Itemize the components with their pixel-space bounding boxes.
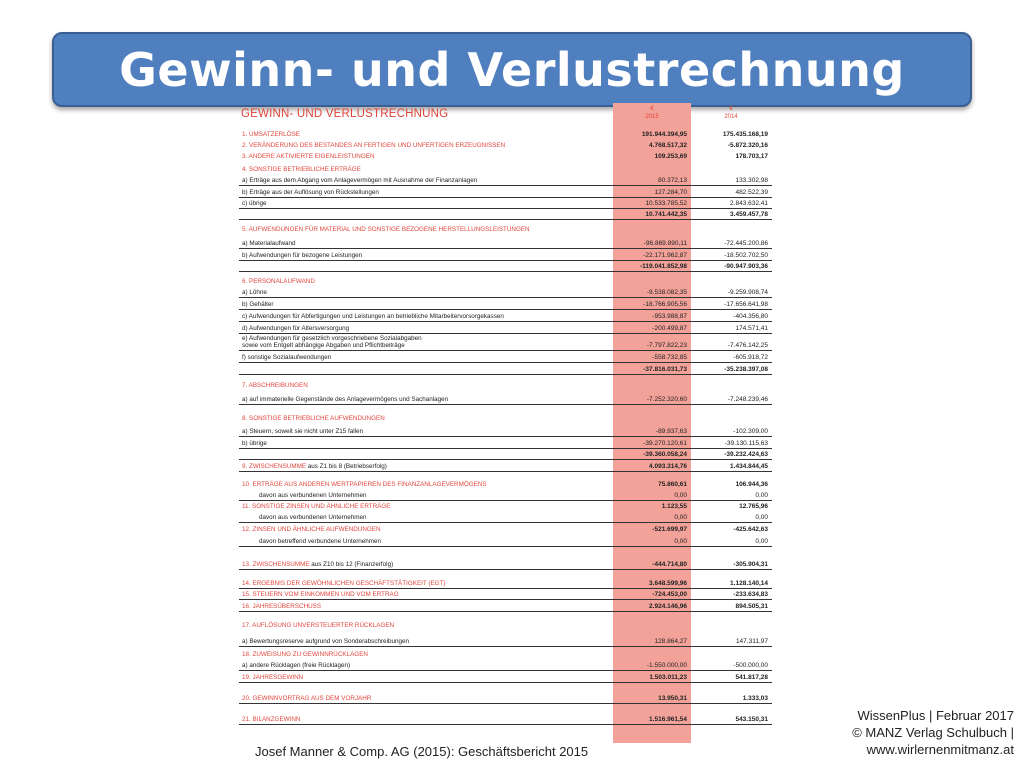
col-year-2015: 2015 xyxy=(645,114,659,120)
table-row xyxy=(239,659,772,671)
value-2014: -17.656.641,98 xyxy=(724,301,768,308)
row-label-text: 15. STEUERN VOM EINKOMMEN UND VOM ERTRAG xyxy=(242,591,399,598)
table-row xyxy=(239,648,772,659)
row-label-text: 6. PERSONALAUFWAND xyxy=(242,278,315,285)
value-2014: -39.130.115,63 xyxy=(724,440,768,447)
value-2015: -724.453,00 xyxy=(652,591,687,598)
row-label-text: 10. ERTRÄGE AUS ANDEREN WERTPAPIEREN DES FINANZANLAGEVERMÖGENS xyxy=(242,481,487,488)
value-2014: 1.333,03 xyxy=(742,695,768,702)
row-label xyxy=(242,313,504,320)
row-label xyxy=(242,301,274,308)
value-2014: -605.918,72 xyxy=(733,354,768,361)
row-label xyxy=(242,252,362,259)
row-label-text: 2. VERÄNDERUNG DES BESTANDES AN FERTIGEN UND UNFERTIGEN ERZEUGNISSEN xyxy=(242,142,506,149)
value-2014: 0,00 xyxy=(755,514,768,521)
col-currency-2014: € xyxy=(729,106,733,112)
table-row xyxy=(239,425,772,437)
table-row xyxy=(239,275,772,286)
value-2014: 175.435.168,19 xyxy=(722,131,768,138)
value-2014: -9.259.908,74 xyxy=(727,289,768,296)
row-label-text: 12. ZINSEN UND ÄHNLICHE AUFWENDUNGEN xyxy=(242,526,381,533)
row-label-text: 20. GEWINNVORTRAG AUS DEM VORJAHR xyxy=(242,695,372,702)
value-2015: 4.093.314,76 xyxy=(649,463,687,470)
value-2015: -18.766.905,56 xyxy=(643,301,687,308)
value-2015: 3.648.599,96 xyxy=(649,580,687,587)
row-label xyxy=(242,200,267,207)
row-label xyxy=(242,503,390,510)
row-label xyxy=(242,415,385,422)
row-label xyxy=(242,662,350,669)
value-2014: -72.445.200,86 xyxy=(724,240,768,247)
value-2014: 482.522,39 xyxy=(735,189,768,196)
value-2015: 128.864,27 xyxy=(654,638,687,645)
table-row xyxy=(239,163,772,174)
col-header-2015 xyxy=(613,105,691,121)
value-2015: 109.253,69 xyxy=(654,153,687,160)
table-row xyxy=(239,223,772,234)
value-2014: 106.944,36 xyxy=(735,481,768,488)
table-row xyxy=(239,635,772,647)
value-2015: 75.860,61 xyxy=(658,481,687,488)
value-2015: -1.550.000,00 xyxy=(646,662,687,669)
table-row xyxy=(239,412,772,423)
value-2014: 0,00 xyxy=(755,492,768,499)
row-label xyxy=(242,335,422,349)
row-label xyxy=(242,382,308,389)
value-2014: 1.128.140,14 xyxy=(730,580,768,587)
slide-title: Gewinn- und Verlustrechnung xyxy=(119,42,905,97)
row-label-text: a) Materialaufwand xyxy=(242,240,296,247)
row-label xyxy=(242,142,505,149)
row-label-text: 7. ABSCHREIBUNGEN xyxy=(242,382,308,389)
value-2015: 4.768.517,32 xyxy=(649,142,687,149)
row-label xyxy=(242,674,303,681)
value-2014: 12.765,96 xyxy=(739,503,768,510)
table-row xyxy=(239,619,772,630)
row-label-text: davon aus verbundenen Unternehmen xyxy=(259,514,367,521)
table-row xyxy=(239,600,772,612)
footer-line-2: © MANZ Verlag Schulbuch | xyxy=(852,725,1014,740)
table-row xyxy=(239,139,772,150)
row-label-line-2: sowie vom Entgelt abhängige Abgaben und Pflichtbeiträge xyxy=(242,342,405,349)
row-label-text: 13. ZWISCHENSUMME xyxy=(242,561,310,568)
row-label-text: a) auf immaterielle Gegenstände des Anlagevermögens und Sachanlagen xyxy=(242,396,449,403)
value-2014: 3.459.457,78 xyxy=(730,211,768,218)
row-label xyxy=(242,526,381,533)
table-row xyxy=(239,379,772,390)
table-row xyxy=(239,512,772,523)
footer-line-1: WissenPlus | Februar 2017 xyxy=(857,708,1014,723)
row-label-text: b) Erträge aus der Auflösung von Rückstellungen xyxy=(242,189,379,196)
table-row xyxy=(239,174,772,186)
col-header-2014 xyxy=(692,105,770,121)
row-label xyxy=(242,591,399,598)
table-row xyxy=(239,334,772,351)
row-label-text: 8. SONSTIGE BETRIEBLICHE AUFWENDUNGEN xyxy=(242,415,385,422)
row-label xyxy=(242,166,361,173)
value-2014: 178.703,17 xyxy=(735,153,768,160)
col-currency-2015: € xyxy=(650,106,654,112)
row-label-text: c) Aufwendungen für Abfertigungen und Leistungen an betriebliche Mitarbeitervorsorgekassen xyxy=(242,313,504,320)
row-label-text: b) übrige xyxy=(242,440,267,447)
value-2015: 2.924.146,96 xyxy=(649,603,687,610)
value-2015: -39.360.058,24 xyxy=(643,451,687,458)
table-header xyxy=(239,103,772,125)
row-label-text: 17. AUFLÖSUNG UNVERSTEUERTER RÜCKLAGEN xyxy=(242,622,395,629)
value-2015: 127.284,70 xyxy=(654,189,687,196)
value-2015: -7.252.320,60 xyxy=(646,396,687,403)
row-label-text: a) Löhne xyxy=(242,289,267,296)
table-row xyxy=(239,128,772,139)
value-2015: 0,00 xyxy=(674,492,687,499)
row-label-text: a) Steuern, soweit sie nicht unter Z15 fallen xyxy=(242,428,364,435)
value-2014: -500.000,00 xyxy=(733,662,768,669)
value-2014: -233.634,83 xyxy=(733,591,768,598)
row-label xyxy=(242,440,267,447)
footer-line-3: www.wirlernenmitmanz.at xyxy=(866,742,1014,757)
row-label-tail: aus Z10 bis 12 (Finanzerfolg) xyxy=(309,561,394,568)
value-2015: 1.503.011,23 xyxy=(649,674,687,681)
value-2015: 80.372,13 xyxy=(658,177,687,184)
value-2014: -425.642,63 xyxy=(733,526,768,533)
table-row xyxy=(239,490,772,501)
row-label xyxy=(242,226,530,233)
value-2015: 1.123,55 xyxy=(661,503,687,510)
row-label-text: 14. ERGEBNIS DER GEWÖHNLICHEN GESCHÄFTSTÄTIGKEIT (EGT) xyxy=(242,580,446,587)
value-2014: 543.150,31 xyxy=(735,716,768,723)
value-2014: -18.502.702,50 xyxy=(724,252,768,259)
row-label xyxy=(242,278,315,285)
value-2015: -521.699,97 xyxy=(652,526,687,533)
row-label-text: a) Bewertungsreserve aufgrund von Sonderabschreibungen xyxy=(242,638,409,645)
row-label xyxy=(242,580,446,587)
value-2014: -102.309,00 xyxy=(733,428,768,435)
row-label-text: b) Gehälter xyxy=(242,301,274,308)
table-row xyxy=(239,393,772,405)
row-label xyxy=(242,481,487,488)
table-row xyxy=(239,501,772,511)
table-row xyxy=(239,351,772,363)
table-row xyxy=(239,448,772,460)
value-2015: -9.538.082,35 xyxy=(646,289,687,296)
row-label xyxy=(242,428,363,435)
row-label xyxy=(259,492,366,499)
value-2014: 147.311,97 xyxy=(735,638,768,645)
table-row xyxy=(239,322,772,334)
row-label xyxy=(242,153,375,160)
table-heading: GEWINN- UND VERLUSTRECHNUNG xyxy=(241,108,449,120)
row-label xyxy=(242,638,409,645)
row-label-text: 1. UMSATZERLÖSE xyxy=(242,131,300,138)
value-2014: -305.904,31 xyxy=(733,561,768,568)
row-label-line-1: e) Aufwendungen für gesetzlich vorgeschriebene Sozialabgaben xyxy=(242,335,422,342)
value-2015: 0,00 xyxy=(674,514,687,521)
value-2014: 894.505,31 xyxy=(735,603,768,610)
row-label-text: 3. ANDERE AKTIVIERTE EIGENLEISTUNGEN xyxy=(242,153,375,160)
value-2015: 1.516.961,54 xyxy=(649,716,687,723)
title-banner xyxy=(52,32,972,107)
row-label-text: c) übrige xyxy=(242,200,267,207)
value-2014: -90.947.903,36 xyxy=(724,263,768,270)
row-label-text: 19. JAHRESGEWINN xyxy=(242,674,304,681)
value-2015: -444.714,80 xyxy=(652,561,687,568)
table-row xyxy=(239,692,772,704)
row-label-text: davon aus verbundenen Unternehmen xyxy=(259,492,367,499)
value-2015: -22.171.962,87 xyxy=(643,252,687,259)
value-2014: 541.817,28 xyxy=(735,674,768,681)
value-2014: -39.232.424,63 xyxy=(724,451,768,458)
value-2014: -404.356,80 xyxy=(733,313,768,320)
table-row xyxy=(239,310,772,322)
value-2014: -7.476.142,25 xyxy=(727,342,768,349)
row-label-tail: aus Z1 bis 8 (Betriebserfolg) xyxy=(306,463,387,470)
income-statement-document xyxy=(239,103,772,743)
table-row xyxy=(239,524,772,534)
table-row xyxy=(239,558,772,570)
table-row xyxy=(239,536,772,547)
row-label xyxy=(242,396,448,403)
value-2015: -558.732,85 xyxy=(652,354,687,361)
table-row xyxy=(239,208,772,220)
value-2014: 1.434.844,45 xyxy=(730,463,768,470)
row-label-text: 9. ZWISCHENSUMME xyxy=(242,463,307,470)
source-citation: Josef Manner & Comp. AG (2015): Geschäftsbericht 2015 xyxy=(255,744,589,759)
row-label xyxy=(242,131,300,138)
row-label xyxy=(242,622,394,629)
value-2014: -35.238.397,08 xyxy=(724,366,768,373)
value-2014: 133.302,98 xyxy=(735,177,768,184)
value-2015: -39.270.120,61 xyxy=(643,440,687,447)
value-2014: 2.843.632,41 xyxy=(730,200,768,207)
table-row xyxy=(239,286,772,298)
table-row xyxy=(239,713,772,725)
row-label xyxy=(242,561,393,568)
value-2014: 0,00 xyxy=(755,538,768,545)
row-label-text: b) Aufwendungen für bezogene Leistungen xyxy=(242,252,363,259)
table-row xyxy=(239,588,772,600)
row-label-text: 11. SONSTIGE ZINSEN UND ÄHNLICHE ERTRÄGE xyxy=(242,503,391,510)
value-2015: -37.816.031,73 xyxy=(643,366,687,373)
value-2015: 191.944.394,95 xyxy=(641,131,687,138)
row-label-text: 16. JAHRESÜBERSCHUSS xyxy=(242,603,322,610)
row-label xyxy=(242,463,387,470)
row-label xyxy=(242,289,267,296)
row-label xyxy=(242,695,371,702)
value-2015: 10.741.442,35 xyxy=(645,211,687,218)
table-row xyxy=(239,460,772,472)
table-row xyxy=(239,237,772,249)
row-label-text: 18. ZUWEISUNG ZU GEWINNRÜCKLAGEN xyxy=(242,651,368,658)
value-2015: -89.937,63 xyxy=(655,428,687,435)
value-2015: 13.950,31 xyxy=(658,695,687,702)
row-label xyxy=(242,603,321,610)
row-label-text: a) Erträge aus dem Abgang vom Anlagevermögen mit Ausnahme der Finanzanlagen xyxy=(242,177,478,184)
row-label-text: a) andere Rücklagen (freie Rücklagen) xyxy=(242,662,351,669)
row-label-text: davon betreffend verbundene Unternehmen xyxy=(259,538,382,545)
row-label xyxy=(242,716,300,723)
table-row xyxy=(239,150,772,161)
row-label xyxy=(242,325,349,332)
table-row xyxy=(239,298,772,310)
table-row xyxy=(239,363,772,375)
value-2015: -200.499,87 xyxy=(652,325,687,332)
value-2015: 10.533.785,52 xyxy=(645,200,687,207)
table-row xyxy=(239,478,772,489)
table-row xyxy=(239,671,772,683)
value-2015: -953.988,87 xyxy=(652,313,687,320)
row-label-text: 5. AUFWENDUNGEN FÜR MATERIAL UND SONSTIGE BEZOGENE HERSTELLUNGSLEISTUNGEN xyxy=(242,226,530,233)
value-2014: -7.248.239,46 xyxy=(727,396,768,403)
row-label-text: d) Aufwendungen für Altersversorgung xyxy=(242,325,350,332)
row-label xyxy=(259,538,381,545)
col-year-2014: 2014 xyxy=(724,114,738,120)
row-label xyxy=(242,240,296,247)
value-2014: -5.872.320,16 xyxy=(727,142,768,149)
row-label xyxy=(259,514,366,521)
value-2015: -7.797.822,23 xyxy=(646,342,687,349)
row-label xyxy=(242,177,477,184)
row-label-text: f) sonstige Sozialaufwendungen xyxy=(242,354,332,361)
row-label-text: 21. BILANZGEWINN xyxy=(242,716,301,723)
row-label xyxy=(242,189,379,196)
row-label xyxy=(242,354,331,361)
value-2014: 174.571,41 xyxy=(735,325,768,332)
row-label xyxy=(242,651,368,658)
row-label-text: 4. SONSTIGE BETRIEBLICHE ERTRÄGE xyxy=(242,166,361,173)
value-2015: 0,00 xyxy=(674,538,687,545)
value-2015: -119.041.852,98 xyxy=(640,263,687,270)
value-2015: -96.869.890,11 xyxy=(643,240,687,247)
table-row xyxy=(239,260,772,272)
footer-credits xyxy=(852,707,1014,758)
